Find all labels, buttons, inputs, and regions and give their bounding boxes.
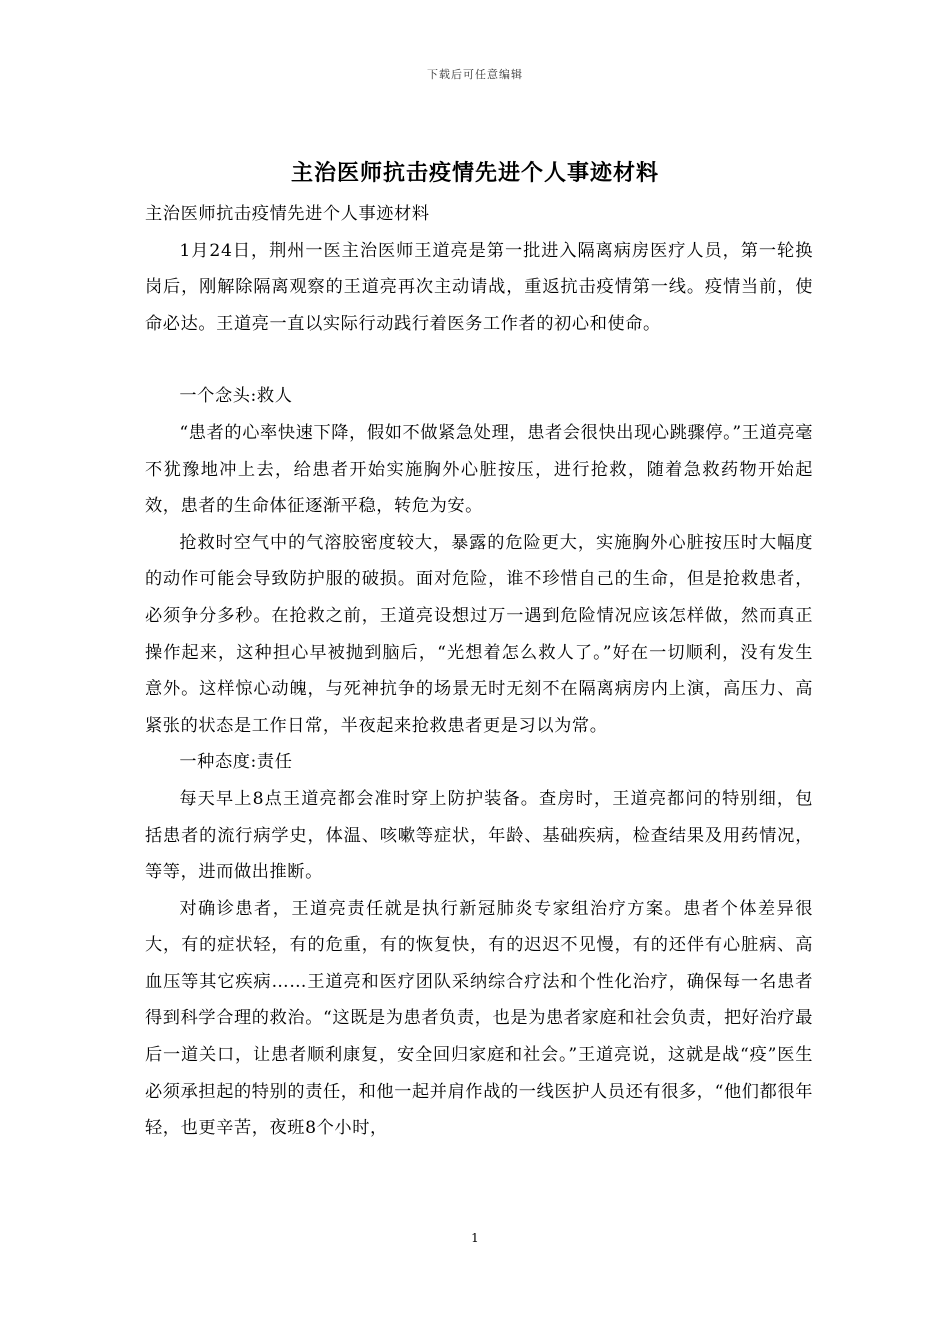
body-paragraph: 每天早上8点王道亮都会准时穿上防护装备。查房时，王道亮都问的特别细，包括患者的流行病学史，体温、咳嗽等症状，年龄、基础疾病，检查结果及用药情况，等等，进而做出推断。 xyxy=(145,788,813,883)
body-paragraph: 抢救时空气中的气溶胶密度较大，暴露的危险更大，实施胸外心脏按压时大幅度的动作可能会导致防护服的破损。面对危险，谁不珍惜自己的生命，但是抢救患者，必须争分多秒。在抢救之前，王道亮设想过万一遇到危险情况应该怎样做，然而真正操作起来，这种担心早被抛到脑后，“光想着怎么救人了。”好在一切顺利，没有发生意外。这样惊心动魄，与死神抗争的场景无时无刻不在隔离病房内上演，高压力、高紧张的状态是工作日常，半夜起来抢救患者更是习以为常。 xyxy=(145,532,813,736)
section-heading-rescue: 一个念头:救人 xyxy=(179,386,293,407)
body-paragraph: 对确诊患者，王道亮责任就是执行新冠肺炎专家组治疗方案。患者个体差异很大，有的症状轻，有的危重，有的恢复快，有的迟迟不见慢，有的还伴有心脏病、高血压等其它疾病……王道亮和医疗团队采纳综合疗法和个性化治疗，确保每一名患者得到科学合理的救治。“这既是为患者负责，也是为患者家庭和社会负责，把好治疗最后一道关口，让患者顺利康复，安全回归家庭和社会。”王道亮说，这就是战“疫”医生必须承担起的特别的责任，和他一起并肩作战的一线医护人员还有很多，“他们都很年轻，也更辛苦，夜班8个小时， xyxy=(145,898,813,1139)
intro-paragraph: 1月24日，荆州一医主治医师王道亮是第一批进入隔离病房医疗人员，第一轮换岗后，刚解除隔离观察的王道亮再次主动请战，重返抗击疫情第一线。疫情当前，使命必达。王道亮一直以实际行动践行着医务工作者的初心和使命。 xyxy=(145,240,813,334)
body-paragraph: “患者的心率快速下降，假如不做紧急处理，患者会很快出现心跳骤停。”王道亮毫不犹豫地冲上去，给患者开始实施胸外心脏按压，进行抢救，随着急救药物开始起效，患者的生命体征逐渐平稳，转危为安。 xyxy=(145,422,813,517)
page-number: 1 xyxy=(471,1231,479,1245)
subtitle-paragraph: 主治医师抗击疫情先进个人事迹材料 xyxy=(145,204,430,224)
section-heading-responsibility: 一种态度:责任 xyxy=(179,752,293,773)
document-title: 主治医师抗击疫情先进个人事迹材料 xyxy=(290,160,659,186)
header-note: 下载后可任意编辑 xyxy=(427,68,523,81)
document-body xyxy=(145,196,813,1147)
